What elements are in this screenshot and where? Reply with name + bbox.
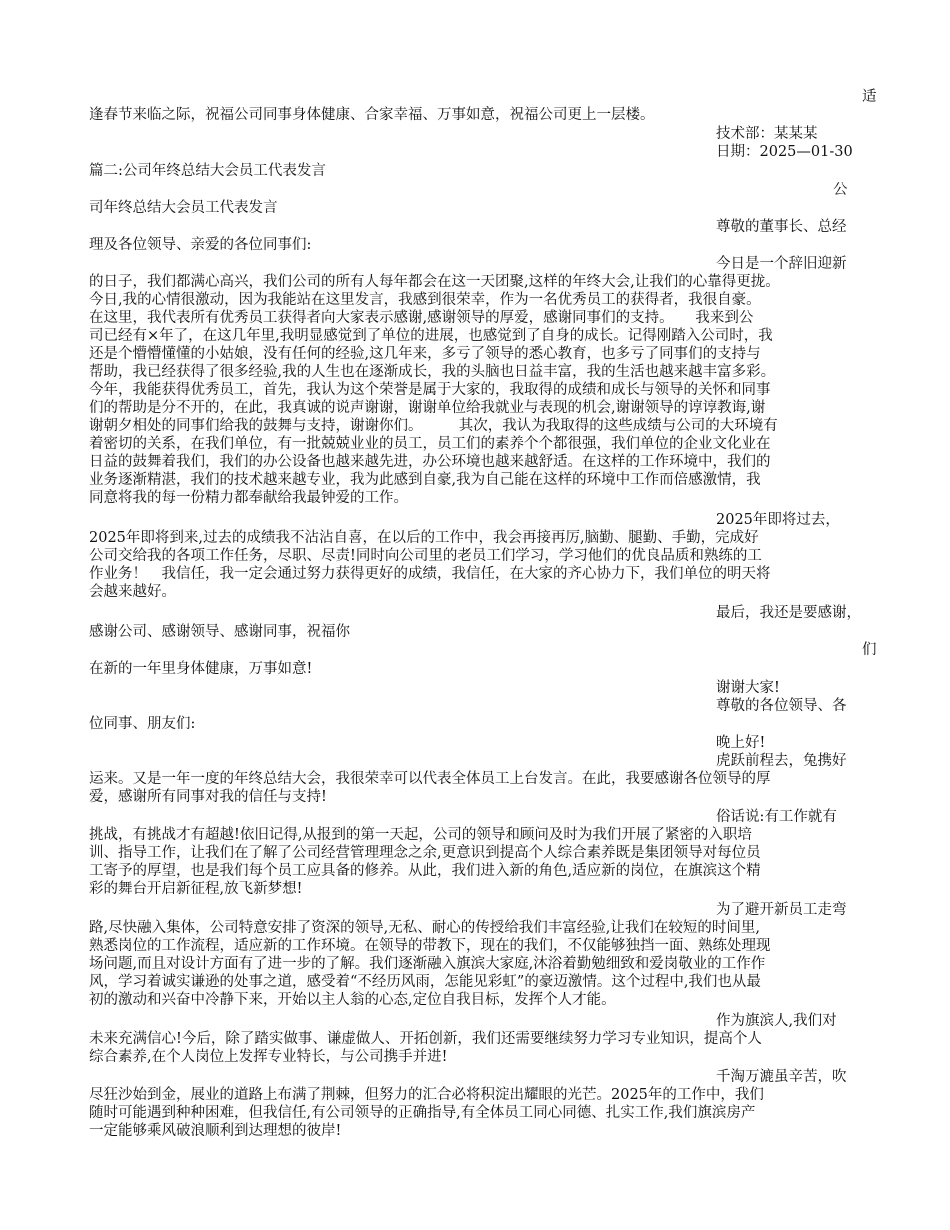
text-line: 们 [862, 642, 877, 658]
text-line: 司年终总结大会员工代表发言 [89, 200, 278, 216]
text-line: 日益的鼓舞着我们，我们的办公设备也越来越先进，办公环境也越来越舒适。在这样的工作环境中，我们的 [89, 454, 771, 470]
text-line: 帮助，我已经获得了很多经验,我的人生也在逐渐成长，我的头脑也日益丰富，我的生活也越来越丰富多彩。 [89, 364, 776, 380]
text-line: 逢春节来临之际，祝福公司同事身体健康、合家幸福、万事如意，祝福公司更上一层楼。 [89, 107, 655, 123]
text-line: 司已经有×年了，在这几年里,我明显感觉到了单位的进展，也感觉到了自身的成长。记得刚踏入公司时，我 [89, 328, 773, 344]
text-line: 彩的舞台开启新征程,放飞新梦想! [89, 881, 303, 897]
text-line: 一定能够乘风破浪顺利到达理想的彼岸! [89, 1123, 342, 1139]
text-line: 工寄予的厚望，也是我们每个员工应具备的修养。从此，我们进入新的角色,适应新的岗位，在旗滨这个精 [89, 863, 761, 879]
text-line: 虎跃前程去，兔携好 [716, 753, 847, 769]
text-line: 2025年即将过去， [716, 512, 840, 528]
text-line: 场问题,而且对设计方面有了进一步的了解。我们逐渐融入旗滨大家庭,沐浴着勤勉细致和爱岗敬业的工作作 [89, 956, 766, 972]
text-line: 尽狂沙始到金，展业的道路上布满了荆棘，但努力的汇合必将积淀出耀眼的光芒。2025年的工作中，我们 [89, 1087, 764, 1103]
text-line: 今日是一个辞旧迎新 [716, 256, 847, 272]
text-line: 综合素养,在个人岗位上发挥专业特长，与公司携手并进! [89, 1049, 448, 1065]
text-line: 千淘万漉虽辛苦，吹 [716, 1069, 847, 1085]
text-line: 训、指导工作，让我们在了解了公司经营管理理念之余,更意识到提高个人综合素养既是集团领导对每位员 [89, 845, 761, 861]
text-line: 作为旗滨人,我们对 [716, 1013, 837, 1029]
section-heading: 篇二:公司年终总结大会员工代表发言 [89, 163, 326, 179]
text-line: 在这里，我代表所有优秀员工获得者向大家表示感谢,感谢领导的厚爱，感谢同事们的支持。 我来到公 [89, 310, 754, 326]
text-line: 谢朝夕相处的同事们给我的鼓舞与支持，谢谢你们。 其次，我认为我取得的这些成绩与公司的大环境有 [89, 418, 778, 434]
text-line: 会越来越好。 [89, 584, 176, 600]
text-line: 运来。又是一年一度的年终总结大会，我很荣幸可以代表全体员工上台发言。在此，我要感谢各位领导的厚 [89, 771, 771, 787]
text-line: 的日子，我们都满心高兴，我们公司的所有人每年都会在这一天团聚,这样的年终大会,让我们的心靠得更拢。 [89, 274, 780, 290]
text-line: 路,尽快融入集体，公司特意安排了资深的领导,无私、耐心的传授给我们丰富经验,让我们在较短的时间里, [89, 920, 760, 936]
text-line: 熟悉岗位的工作流程，适应新的工作环境。在领导的带教下，现在的我们，不仅能够独挡一面、熟练处理现 [89, 938, 771, 954]
text-line: 俗话说:有工作就有 [716, 809, 837, 825]
text-line: 公司交给我的各项工作任务，尽职、尽责!同时向公司里的老员工们学习，学习他们的优良品质和熟练的工 [89, 548, 762, 564]
text-line: 感谢公司、感谢领导、感谢同事，祝福你 [89, 624, 350, 640]
signature-date: 日期：2025—01-30 [716, 144, 853, 160]
text-line: 还是个懵懵懂懂的小姑娘，没有任何的经验,这几年来，多亏了领导的悉心教育，也多亏了同事们的支持与 [89, 346, 761, 362]
text-line: 同意将我的每一份精力都奉献给我最钟爱的工作。 [89, 490, 408, 506]
text-line: 谢谢大家! [716, 680, 780, 696]
text-line: 理及各位领导、亲爱的各位同事们: [89, 237, 312, 253]
text-line: 晚上好! [716, 735, 766, 751]
text-line: 为了避开新员工走弯 [716, 902, 847, 918]
text-line: 着密切的关系，在我们单位，有一批兢兢业业的员工，员工们的素养个个都很强，我们单位的企业文化业在 [89, 436, 771, 452]
text-line: 今年，我能获得优秀员工，首先，我认为这个荣誉是属于大家的，我取得的成绩和成长与领导的关怀和同事 [89, 382, 771, 398]
text-line: 尊敬的各位领导、各 [716, 698, 847, 714]
text-line: 最后，我还是要感谢， [716, 605, 861, 621]
text-line: 作业务！ 我信任，我一定会通过努力获得更好的成绩，我信任，在大家的齐心协力下，我们单位的明天将 [89, 566, 771, 582]
text-line: 今日,我的心情很激动，因为我能站在这里发言，我感到很荣幸，作为一名优秀员工的获得者，我很自豪。 [89, 292, 761, 308]
text-line: 公 [833, 182, 848, 198]
text-line: 随时可能遇到种种困难，但我信任,有公司领导的正确指导,有全体员工同心同德、扎实工作,我们旗滨房产 [89, 1105, 756, 1121]
text-line: 2025年即将到来,过去的成绩我不沾沾自喜，在以后的工作中，我会再接再厉,脑勤、腿勤、手勤，完成好 [89, 530, 759, 546]
text-line: 尊敬的董事长、总经 [716, 219, 847, 235]
text-line: 们的帮助是分不开的，在此，我真诚的说声谢谢，谢谢单位给我就业与表现的机会,谢谢领导的谆谆教诲,谢 [89, 400, 766, 416]
text-line: 爱，感谢所有同事对我的信任与支持! [89, 789, 327, 805]
text-line: 位同事、朋友们: [89, 716, 196, 732]
text-line: 初的激动和兴奋中冷静下来，开始以主人翁的心态,定位自我目标，发挥个人才能。 [89, 992, 616, 1008]
text-line: 挑战，有挑战才有超越!依旧记得,从报到的第一天起，公司的领导和顾问及时为我们开展了紧密的入职培 [89, 827, 752, 843]
text-line: 风，学习着诚实谦逊的处事之道，感受着“不经历风雨，怎能见彩虹”的豪迈激情。这个过程中,我们也从最 [89, 974, 761, 990]
signature-dept: 技术部：某某某 [716, 126, 818, 142]
text-line: 业务逐渐精湛，我们的技术越来越专业，我为此感到自豪,我为自己能在这样的环境中工作而倍感激情，我 [89, 472, 761, 488]
text-line: 适 [862, 89, 877, 105]
text-line: 未来充满信心!今后，除了踏实做事、谦虚做人、开拓创新，我们还需要继续努力学习专业知识，提高个人 [89, 1031, 762, 1047]
text-line: 在新的一年里身体健康，万事如意! [89, 661, 313, 677]
